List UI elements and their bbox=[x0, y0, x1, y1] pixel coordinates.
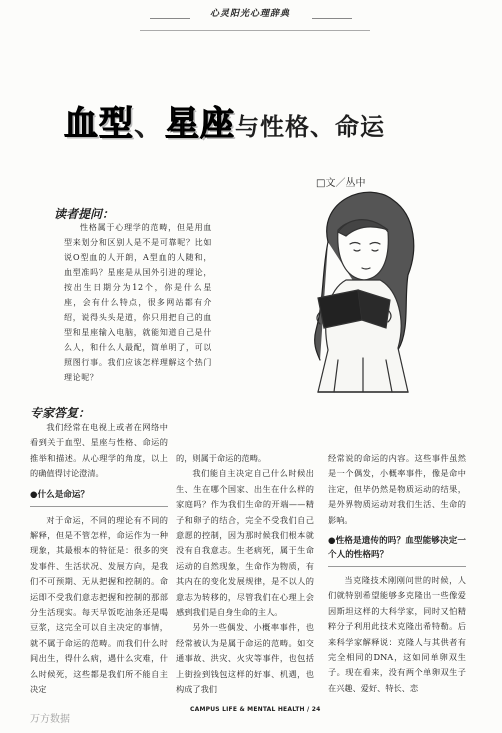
author-byline: □文／丛中 bbox=[316, 178, 366, 189]
title-sep: 、 bbox=[134, 108, 165, 143]
section1-paragraph-3: 另外一些偶发、小概率事件，也经常被认为是属于命运的范畴。如交通事故、洪灾、火灾等事件，也包括上街捡到钱包这样的好事、机遇，也构成了我们 bbox=[176, 622, 314, 695]
reader-question-body: 性格属于心理学的范畴，但是用血型来划分和区别人是不是可靠呢？比如说O型血的人开朗，A型血的人随和，血型准吗？星座是从国外引进的理论，按出生日期分为12个，你是什么星座，会有什么特点，很多网站都有介绍，说得头头是道，你只用把自己的血型和星座输入电脑，就能知道自己是什么人，和什么人最配，简单明了，可以照图行事。我们应该怎样理解这个热门理论呢？ bbox=[64, 223, 212, 382]
reader-question-label: 读者提问： bbox=[54, 207, 115, 221]
girl-reading-illustration bbox=[258, 180, 466, 402]
heading-underline bbox=[30, 506, 168, 507]
magazine-footer: CAMPUS LIFE & MENTAL HEALTH / 24 bbox=[190, 706, 321, 713]
section1-paragraph-1-cont: 的，则属于命运的范畴。 bbox=[176, 453, 267, 463]
column-name: 心灵阳光心理辞典 bbox=[209, 9, 290, 19]
title-zodiac: 星座 bbox=[165, 104, 235, 144]
heading-underline bbox=[328, 566, 466, 567]
section1-paragraph-3-cont: 经常说的命运的内容。这些事件虽然是一个偶发，小概率事件，像是命中注定，但毕仍然是物质运动的结果，是外界物质运动对我们生活、生命的影响。 bbox=[328, 453, 466, 525]
section1-paragraph-2: 我们能自主决定自己什么时候出生、生在哪个国家、出生在什么样的家庭吗？作为我们生命的开端——精子和卵子的结合，完全不受我们自己意愿的控制，因为那时候我们根本就没有自我意志。生老病死，属于生命运动的自然现象，生命作为物质，有其内在的变化发展规律，是不以人的意志为转移的，尽管我们在心理上会感到我们是自身生命的主人。 bbox=[176, 468, 314, 618]
section-heading-personality: ●性格是遗传的吗？血型能够决定一个人的性格吗？ bbox=[328, 536, 466, 561]
expert-intro: 我们经常在电视上或者在网络中看到关于血型、星座与性格、命运的推举和描述。从心理学的角度，以上的确值得讨论澄清。 bbox=[30, 422, 168, 479]
text-column-2 bbox=[176, 451, 314, 698]
text-column-1 bbox=[30, 420, 168, 698]
expert-answer-label: 专家答复： bbox=[30, 406, 91, 420]
bullet-icon: ● bbox=[328, 536, 336, 547]
title-blood-type: 血型 bbox=[64, 104, 134, 144]
watermark: 万方数据 bbox=[30, 714, 70, 725]
header-divider bbox=[140, 30, 370, 31]
bullet-icon: ● bbox=[30, 489, 38, 500]
header-rule-right bbox=[312, 18, 352, 19]
section2-paragraph-1: 当克隆技术刚刚问世的时候，人们就特别希望能够多克隆出一些像爱因斯坦这样的大科学家，同时又怕精粹分子利用此技术克隆出希特勒。后来科学家解释说：克隆人与其供者有完全相同的DNA，这如同单卵双生子。现在看来，没有两个单卵双生子在兴趣、爱好、特长、恋 bbox=[328, 575, 466, 693]
section-heading-fate: ●什么是命运？ bbox=[30, 489, 90, 500]
text-column-3 bbox=[328, 451, 466, 696]
article-title bbox=[64, 96, 444, 145]
section1-paragraph-1: 对于命运，不同的理论有不同的解释，但是不管怎样，命运作为一种现象，其最根本的特征是：很多的突发事件、生活状况、发展方向，是我们不可预期、无从把握和控制的。命运即不受我们意志把握和控制的那部分生活现实。每天早饭吃油条还是喝豆浆，这完全可以自主决定的事情，就不属于命运的范畴。而我们什么时间出生，得什么病，遇什么灾难，什么时候死，这些都是我们所不能自主决定 bbox=[30, 514, 168, 695]
title-rest: 与性格、命运 bbox=[235, 113, 385, 141]
